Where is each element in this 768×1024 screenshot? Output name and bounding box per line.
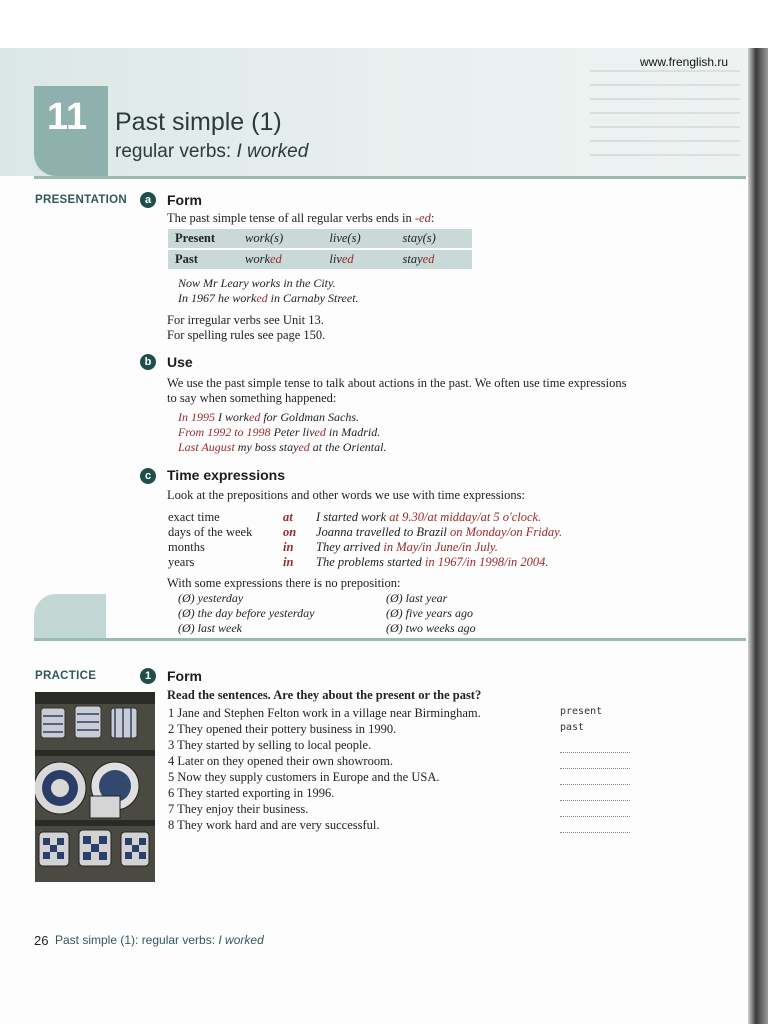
example-text: In 1967 he work xyxy=(178,291,257,305)
presentation-label: PRESENTATION xyxy=(35,194,127,206)
spelling-note: For spelling rules see page 150. xyxy=(167,328,326,342)
answer-field[interactable]: past xyxy=(560,722,585,733)
no-prep-right-3: (Ø) two weeks ago xyxy=(386,621,476,635)
use-line-1: We use the past simple tense to talk about actions in the past. We often use time expressions xyxy=(167,376,627,390)
presentation-end-tab xyxy=(34,594,106,640)
answer-field[interactable] xyxy=(560,754,630,769)
verb-ending: ed xyxy=(249,410,261,424)
unit-title: Past simple (1) xyxy=(115,108,282,136)
verb-ending: ed xyxy=(422,252,435,266)
time-row-exact xyxy=(168,510,628,525)
practice-sentence: 4 Later on they opened their own showroom. xyxy=(168,754,393,768)
table-cell xyxy=(238,249,322,270)
form-intro-ending: -ed xyxy=(414,211,431,225)
unit-subtitle-example: I worked xyxy=(236,141,309,162)
preposition: in xyxy=(283,555,294,569)
form-table xyxy=(168,229,472,271)
use-heading: Use xyxy=(167,354,193,370)
footer-title-example: I worked xyxy=(218,933,264,947)
preposition: at xyxy=(283,510,293,524)
table-cell: stay(s) xyxy=(395,229,472,249)
form-example-1: Now Mr Leary works in the City. xyxy=(178,276,336,290)
time-row-days xyxy=(168,525,628,540)
time-expression: in 1967/in 1998/in 2004. xyxy=(424,555,549,569)
preposition: on xyxy=(283,525,297,539)
verb-stem: work xyxy=(245,252,270,266)
answer-field[interactable] xyxy=(560,738,630,753)
answer-field[interactable] xyxy=(560,818,630,833)
pottery-photo xyxy=(35,692,155,882)
time-category: days of the week xyxy=(168,525,253,539)
header-rule xyxy=(34,176,746,179)
preposition: in xyxy=(283,540,294,554)
use-example-2 xyxy=(178,425,380,440)
verb-ending: ed xyxy=(314,425,326,439)
section-c-marker: c xyxy=(140,468,156,484)
practice-sentence: 7 They enjoy their business. xyxy=(168,802,309,816)
example-text: for Goldman Sachs. xyxy=(260,410,359,424)
time-category: months xyxy=(168,540,205,554)
form-intro-colon: : xyxy=(430,211,435,225)
row-label: Present xyxy=(168,229,238,249)
time-intro: Look at the prepositions and other words we use with time expressions: xyxy=(167,488,525,502)
time-expression: From 1992 to 1998 xyxy=(178,425,271,439)
time-expression: Last August xyxy=(178,440,235,454)
time-category: years xyxy=(168,555,195,569)
top-margin xyxy=(0,0,768,48)
time-expression: at 9.30/at midday/at 5 o'clock. xyxy=(389,510,542,524)
verb-ending: ed xyxy=(270,252,282,266)
answer-field[interactable] xyxy=(560,770,630,785)
no-prep-left-1: (Ø) yesterday xyxy=(178,591,244,605)
practice-sentence: 2 They opened their pottery business in 1990. xyxy=(168,722,397,736)
example-text: The problems started xyxy=(316,555,425,569)
example-text: Peter liv xyxy=(270,425,315,439)
time-heading: Time expressions xyxy=(167,467,286,483)
no-prep-left-3: (Ø) last week xyxy=(178,621,242,635)
time-row-months xyxy=(168,540,628,555)
example-text: my boss stay xyxy=(234,440,299,454)
no-prep-left-2: (Ø) the day before yesterday xyxy=(178,606,315,620)
form-heading: Form xyxy=(167,192,202,208)
time-category: exact time xyxy=(168,510,220,524)
site-url: www.frenglish.ru xyxy=(640,55,729,69)
section-a-marker: a xyxy=(140,192,156,208)
use-example-3 xyxy=(178,440,386,455)
page-number: 26 xyxy=(34,933,49,948)
no-prep-right-2: (Ø) five years ago xyxy=(386,606,473,620)
footer-title: Past simple (1): regular verbs: xyxy=(55,933,219,947)
table-cell xyxy=(395,249,472,270)
example-text: Joanna travelled to Brazil xyxy=(316,525,451,539)
page-binding-edge xyxy=(748,48,768,1024)
pottery-illustration xyxy=(35,692,155,882)
form-table-row-past xyxy=(168,249,472,270)
example-text: at the Oriental. xyxy=(309,440,387,454)
presentation-end-rule xyxy=(34,638,746,641)
example-text: I work xyxy=(215,410,249,424)
example-text: They arrived xyxy=(316,540,384,554)
unit-subtitle xyxy=(115,141,308,163)
time-expression: In 1995 xyxy=(178,410,215,424)
practice-sentence: 6 They started exporting in 1996. xyxy=(168,786,335,800)
time-example xyxy=(316,510,541,525)
form-example-2 xyxy=(178,291,359,306)
practice-sentence: 3 They started by selling to local people. xyxy=(168,738,372,752)
unit-number: 11 xyxy=(46,96,88,138)
irregular-note: For irregular verbs see Unit 13. xyxy=(167,313,324,327)
time-expression: on Monday/on Friday. xyxy=(450,525,563,539)
example-text: I started work xyxy=(316,510,390,524)
time-example xyxy=(316,540,498,555)
form-intro-text: The past simple tense of all regular verbs ends in xyxy=(167,211,415,225)
practice-heading: Form xyxy=(167,668,202,684)
verb-stem: stay xyxy=(402,252,423,266)
table-cell: live(s) xyxy=(322,229,395,249)
form-intro xyxy=(167,211,434,226)
answer-field[interactable] xyxy=(560,786,630,801)
verb-ending: ed xyxy=(341,252,354,266)
practice-sentence: 8 They work hard and are very successful. xyxy=(168,818,380,832)
answer-field[interactable] xyxy=(560,802,630,817)
table-cell: work(s) xyxy=(238,229,322,249)
practice-sentence: 5 Now they supply customers in Europe and the USA. xyxy=(168,770,440,784)
time-expression: in May/in June/in July. xyxy=(383,540,498,554)
verb-ending: ed xyxy=(298,440,310,454)
use-example-1 xyxy=(178,410,359,425)
unit-subtitle-prefix: regular verbs: xyxy=(115,141,237,162)
practice-label: PRACTICE xyxy=(35,670,97,682)
example-text: in Carnaby Street. xyxy=(267,291,359,305)
answer-field[interactable]: present xyxy=(560,706,603,717)
verb-stem: liv xyxy=(329,252,342,266)
table-cell xyxy=(322,249,395,270)
section-b-marker: b xyxy=(140,354,156,370)
verb-ending: ed xyxy=(256,291,268,305)
exercise-1-marker: 1 xyxy=(140,668,156,684)
bleed-through-text xyxy=(590,70,740,160)
form-table-row-present xyxy=(168,229,472,249)
no-prep-right-1: (Ø) last year xyxy=(386,591,448,605)
time-example xyxy=(316,555,549,570)
time-example xyxy=(316,525,562,540)
use-line-2: to say when something happened: xyxy=(167,391,337,405)
no-preposition-intro: With some expressions there is no preposition: xyxy=(167,576,401,590)
running-footer xyxy=(55,933,264,947)
example-text: in Madrid. xyxy=(325,425,381,439)
row-label: Past xyxy=(168,249,238,270)
practice-sentence: 1 Jane and Stephen Felton work in a village near Birmingham. xyxy=(168,706,481,720)
practice-instruction: Read the sentences. Are they about the present or the past? xyxy=(167,688,482,702)
time-row-years xyxy=(168,555,628,570)
